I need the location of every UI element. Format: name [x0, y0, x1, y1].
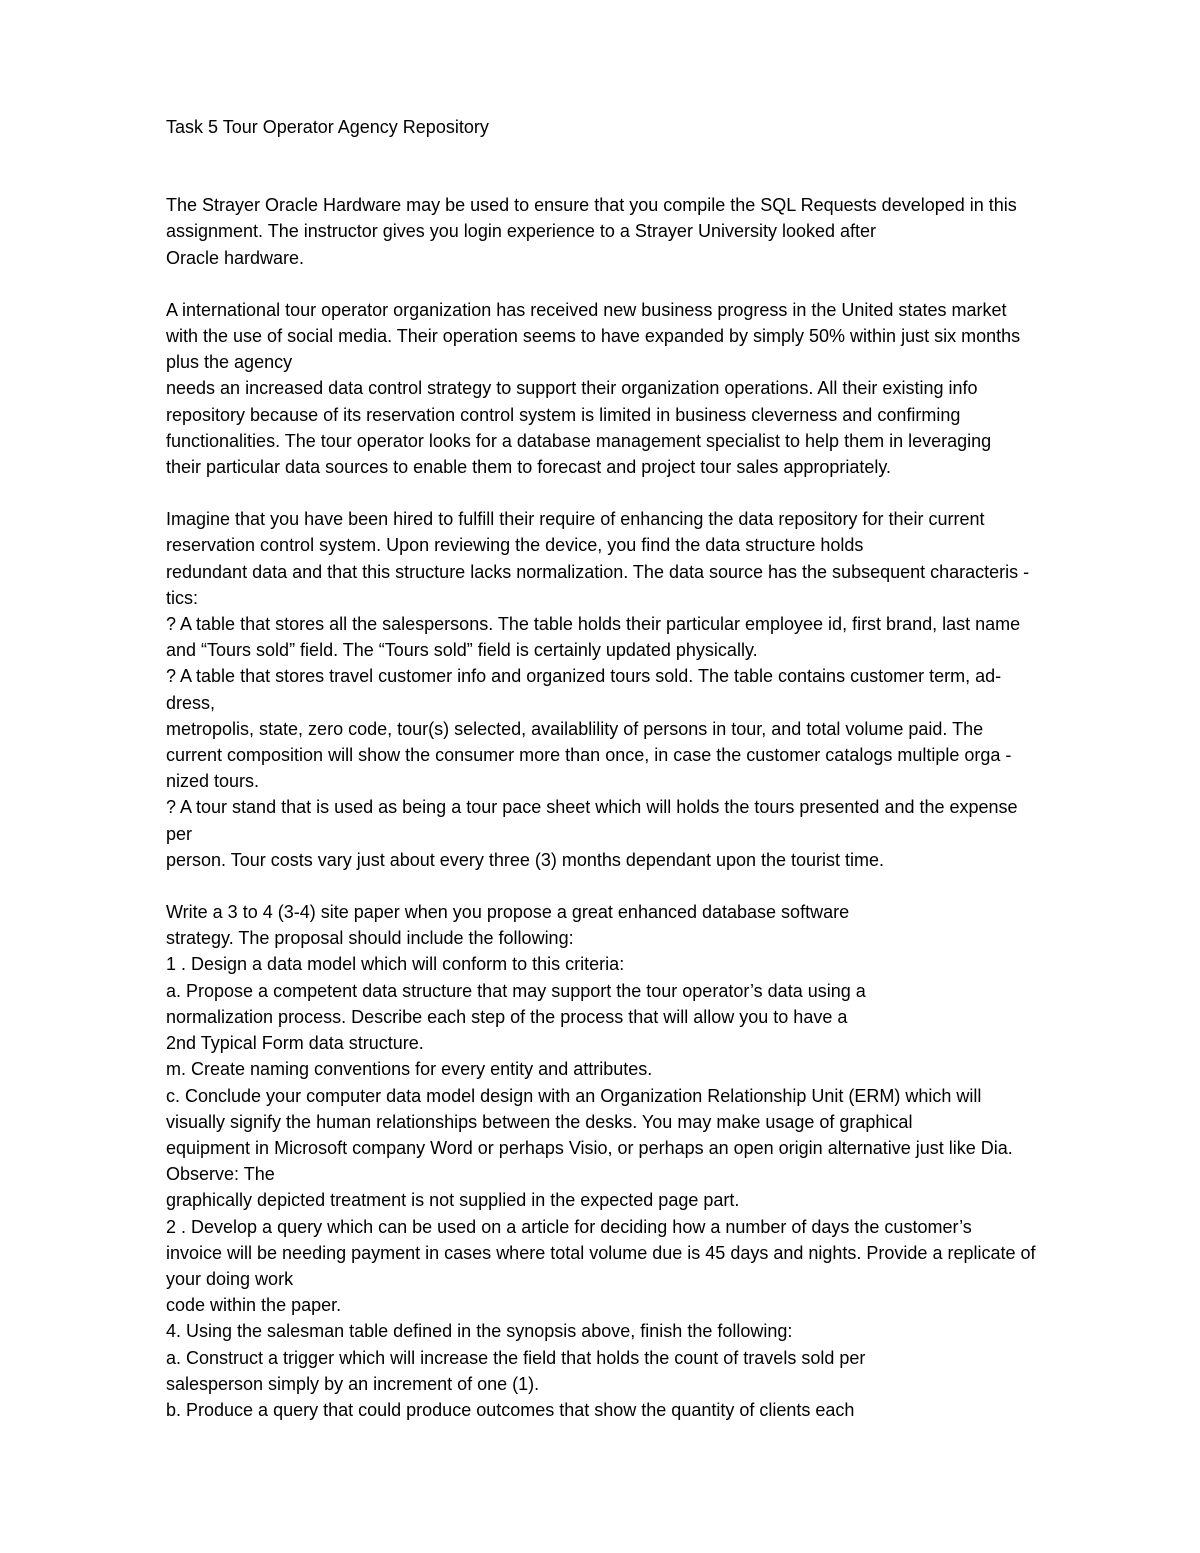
text-line: a. Construct a trigger which will increase the field that holds the count of travels sold per [166, 1347, 866, 1368]
text-line: Write a 3 to 4 (3-4) site paper when you propose a great enhanced database software [166, 902, 850, 923]
text-line: tics: [166, 587, 199, 608]
text-line: per [166, 823, 193, 844]
text-line: a. Propose a competent data structure that may support the tour operator’s data using a [166, 980, 866, 1001]
text-line: Observe: The [166, 1164, 275, 1185]
text-line: redundant data and that this structure lacks normalization. The data source has the subsequent characteris - [166, 561, 1030, 582]
text-line: current composition will show the consumer more than once, in case the customer catalogs multiple orga - [166, 745, 1012, 766]
text-line: graphically depicted treatment is not supplied in the expected page part. [166, 1190, 740, 1211]
text-line: normalization process. Describe each step of the process that will allow you to have a [166, 1006, 848, 1027]
text-line: nized tours. [166, 771, 260, 792]
text-line: with the use of social media. Their operation seems to have expanded by simply 50% within just six months [166, 326, 1021, 347]
paragraph-intro [166, 192, 1141, 271]
text-line: 4. Using the salesman table defined in the synopsis above, finish the following: [166, 1321, 793, 1342]
text-line: visually signify the human relationships between the desks. You may make usage of graphical [166, 1111, 913, 1132]
text-line: plus the agency [166, 352, 293, 373]
text-line: 2nd Typical Form data structure. [166, 1033, 424, 1054]
text-line: b. Produce a query that could produce outcomes that show the quantity of clients each [166, 1399, 855, 1420]
text-line: ? A tour stand that is used as being a tour pace sheet which will holds the tours presented and the expense [166, 797, 1018, 818]
text-line: person. Tour costs vary just about every three (3) months dependant upon the tourist time. [166, 849, 885, 870]
paragraph-background [166, 297, 1141, 480]
document-title: Task 5 Tour Operator Agency Repository [166, 117, 489, 137]
text-line: code within the paper. [166, 1295, 342, 1316]
text-line: m. Create naming conventions for every entity and attributes. [166, 1059, 653, 1080]
paragraph-scenario [166, 506, 1141, 873]
text-line: ? A table that stores travel customer info and organized tours sold. The table contains customer term, ad- [166, 666, 1002, 687]
text-line: their particular data sources to enable them to forecast and project tour sales appropriately. [166, 457, 892, 478]
text-line: Oracle hardware. [166, 247, 305, 268]
text-line: invoice will be needing payment in cases where total volume due is 45 days and nights. Provide a replicate of [166, 1242, 1036, 1263]
text-line: your doing work [166, 1268, 294, 1289]
document-body [166, 114, 1141, 1423]
text-line: Imagine that you have been hired to fulfill their require of enhancing the data repository for their current [166, 509, 985, 530]
text-line: The Strayer Oracle Hardware may be used to ensure that you compile the SQL Requests developed in this [166, 195, 1017, 216]
text-line: needs an increased data control strategy to support their organization operations. All their existing info [166, 378, 978, 399]
text-line: assignment. The instructor gives you login experience to a Strayer University looked after [166, 221, 877, 242]
text-line: functionalities. The tour operator looks for a database management specialist to help them in leveraging [166, 430, 992, 451]
text-line: A international tour operator organization has received new business progress in the United states market [166, 299, 1007, 320]
text-line: 1 . Design a data model which will conform to this criteria: [166, 954, 625, 975]
text-line: equipment in Microsoft company Word or perhaps Visio, or perhaps an open origin alternative just like Dia. [166, 1137, 1013, 1158]
text-line: repository because of its reservation control system is limited in business cleverness and confirming [166, 404, 961, 425]
text-line: reservation control system. Upon reviewing the device, you find the data structure holds [166, 535, 864, 556]
text-line: metropolis, state, zero code, tour(s) selected, availablility of persons in tour, and total volume paid. The [166, 718, 984, 739]
text-line: salesperson simply by an increment of one (1). [166, 1373, 540, 1394]
text-line: strategy. The proposal should include the following: [166, 928, 574, 949]
text-line: ? A table that stores all the salespersons. The table holds their particular employee id, first brand, last name [166, 614, 1021, 635]
text-line: 2 . Develop a query which can be used on a article for deciding how a number of days the customer’s [166, 1216, 972, 1237]
text-line: and “Tours sold” field. The “Tours sold” field is certainly updated physically. [166, 640, 758, 661]
text-line: dress, [166, 692, 216, 713]
text-line: c. Conclude your computer data model design with an Organization Relationship Unit (ERM) which will [166, 1085, 982, 1106]
paragraph-requirements [166, 899, 1141, 1423]
